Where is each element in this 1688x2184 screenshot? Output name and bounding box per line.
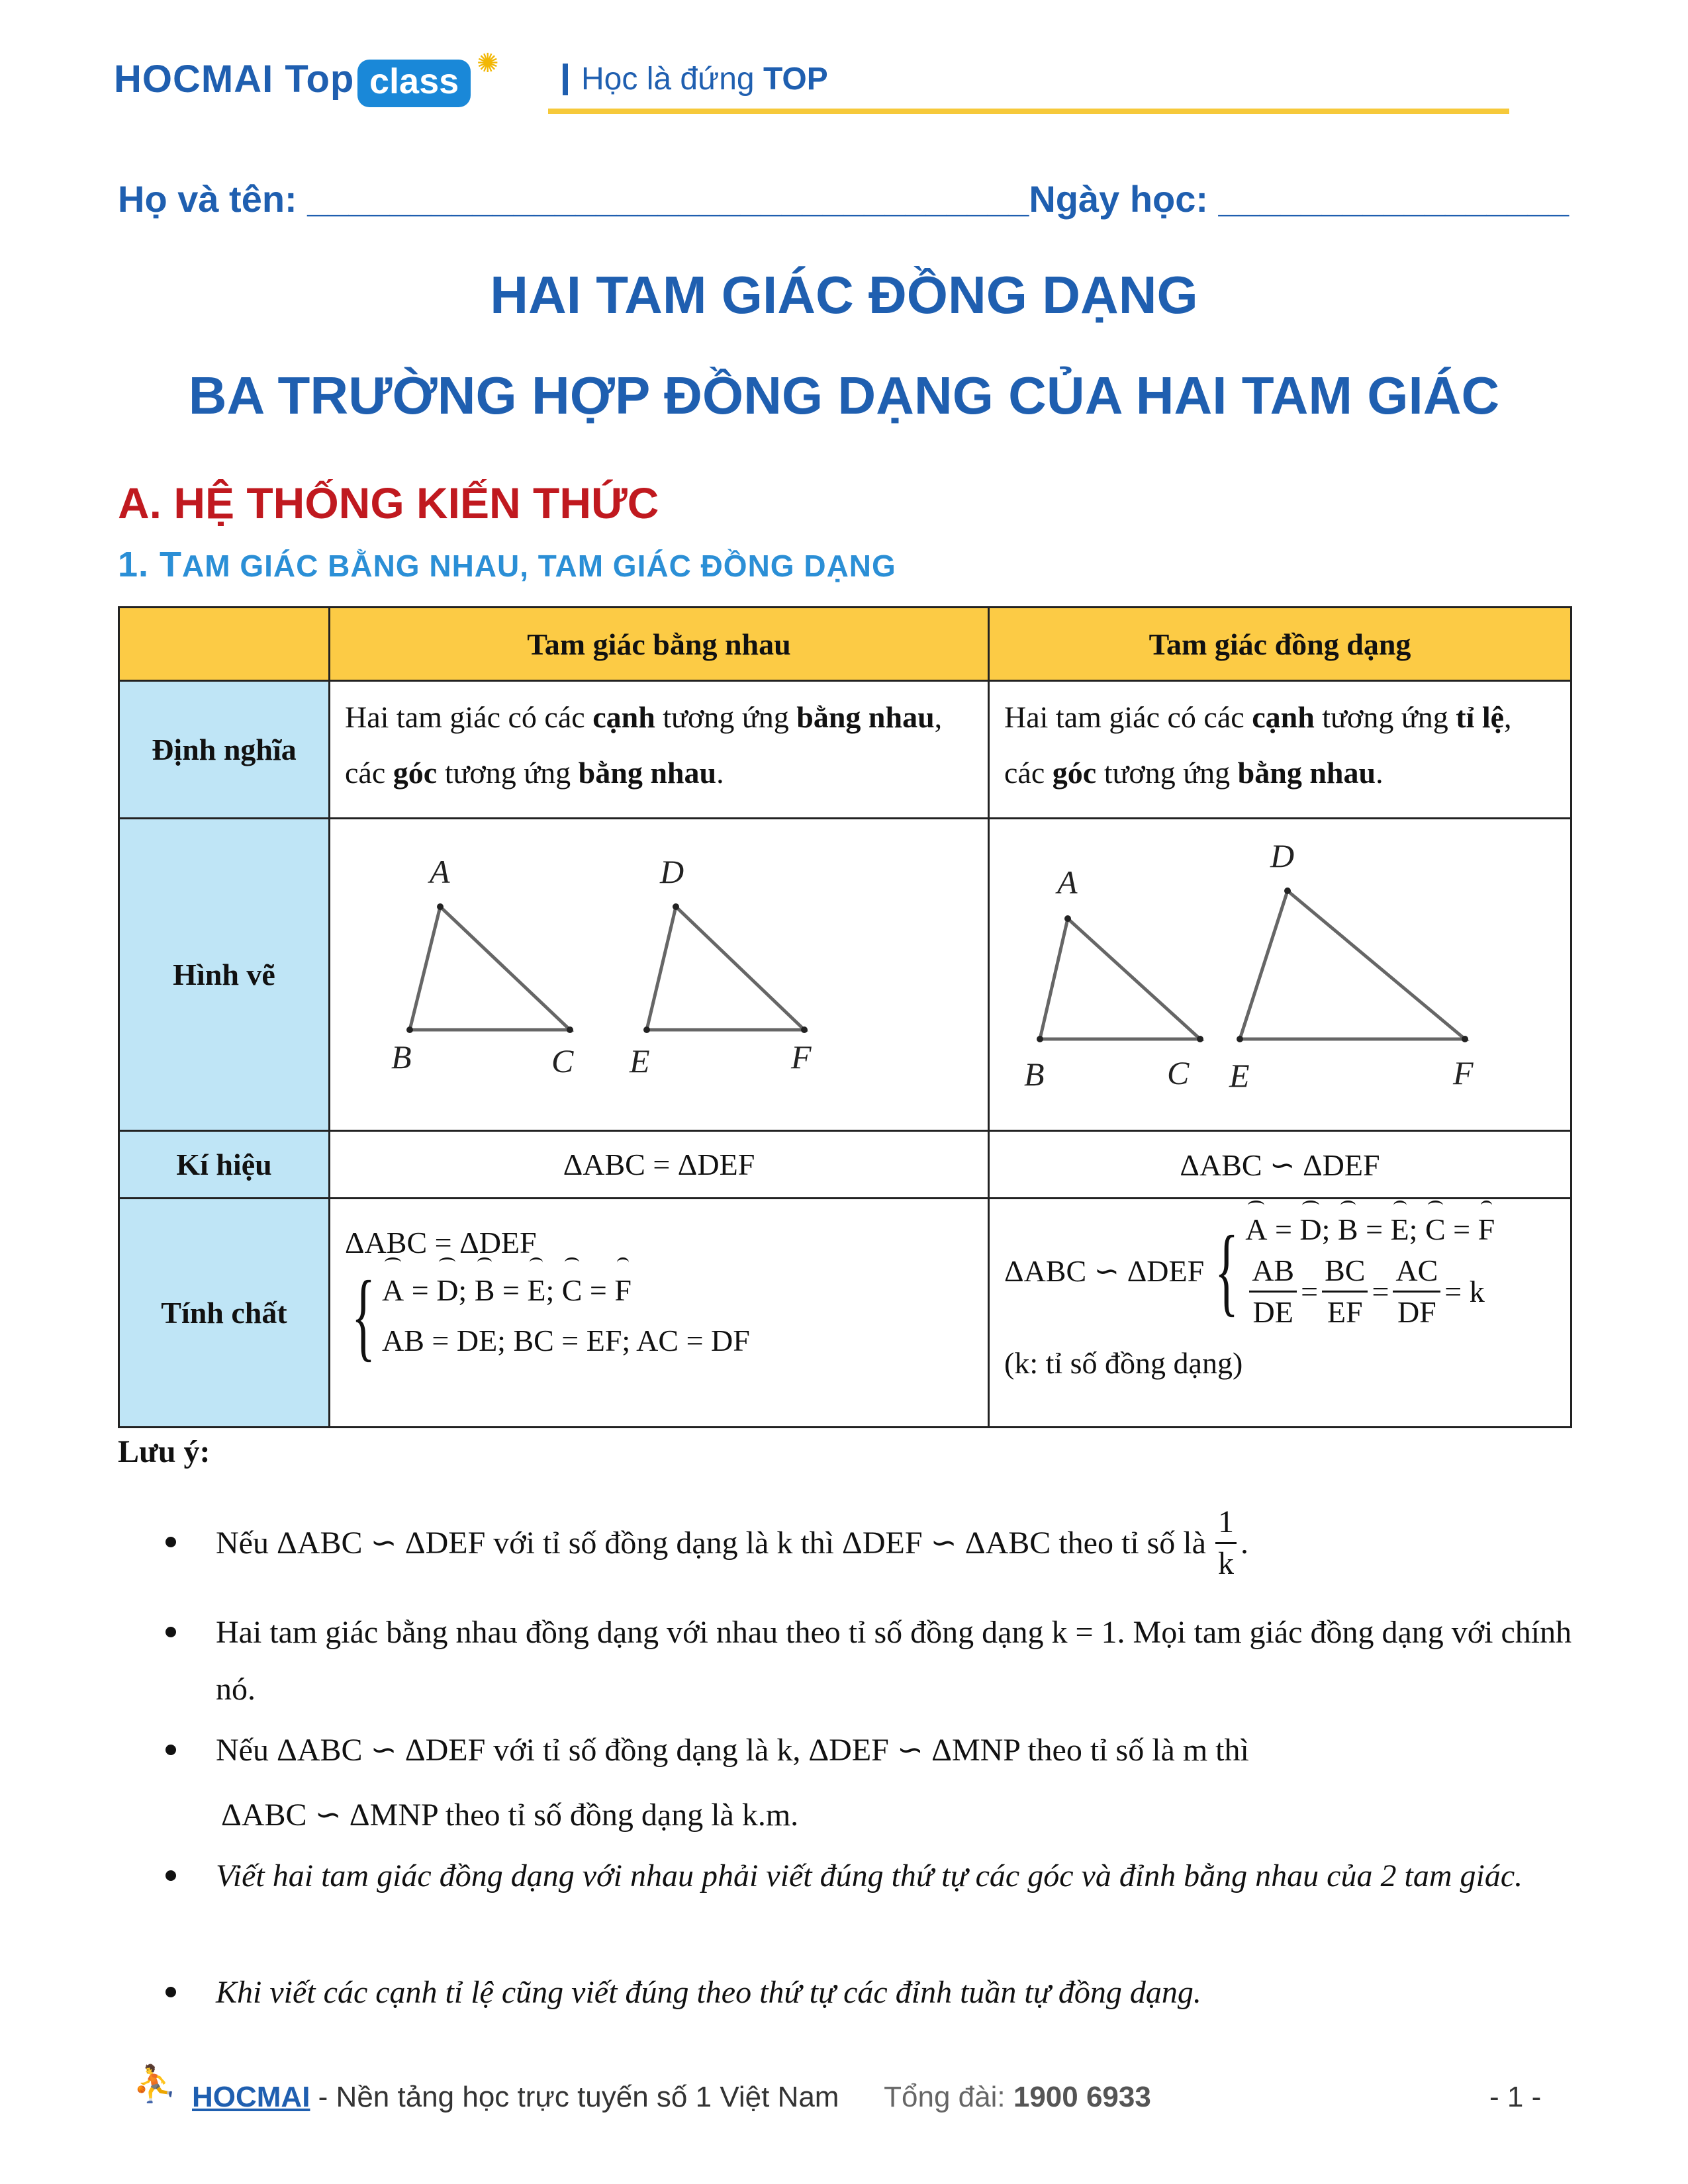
label-d: D (1270, 837, 1295, 874)
figure-similar (989, 819, 1571, 1131)
ratio-ab-de: $\frac{AB}{DE}$ (1249, 1251, 1297, 1332)
row-label-figure: Hình vẽ (119, 819, 330, 1131)
page-number: - 1 - (1489, 2081, 1542, 2113)
triangle-abc (410, 907, 570, 1030)
col-header-similar: Tam giác đồng dạng (989, 608, 1571, 681)
subsection-text: AM GIÁC BẰNG NHAU, TAM GIÁC ĐỒNG DẠNG (182, 549, 896, 583)
brace-icon: { (1215, 1215, 1239, 1326)
label-c: C (551, 1042, 574, 1079)
ratio-note: (k: tỉ số đồng dạng) (1004, 1346, 1243, 1380)
hocmai-logo-icon: ⛹ (132, 2064, 177, 2104)
triangle-def-large (1240, 891, 1465, 1039)
section-heading: A. HỆ THỐNG KIẾN THỨC (118, 478, 659, 527)
note-3-line1: Nếu ΔABC ∽ ΔDEF với tỉ số đồng dạng là k, ΔDEF ∽ ΔMNP theo tỉ số là m thì (216, 1733, 1249, 1768)
list-item: Khi viết các cạnh tỉ lệ cũng viết đúng theo thứ tự các đỉnh tuần tự đồng dạng. (216, 1975, 1201, 2010)
name-blank: ___________________________________ (307, 178, 1029, 220)
table-corner (119, 608, 330, 681)
hotline-label: Tổng đài: (884, 2081, 1006, 2113)
bullet-icon (165, 1537, 176, 1547)
star-icon: ✺ (477, 48, 499, 78)
triangle-abc-small (1040, 919, 1200, 1039)
label-e: E (630, 1042, 650, 1079)
bullet-icon (165, 1745, 176, 1755)
label-b: B (1024, 1055, 1045, 1093)
logo-brand: HOCMAI (114, 58, 274, 101)
table-row (119, 681, 1571, 819)
label-c: C (1167, 1054, 1190, 1091)
page-title: HAI TAM GIÁC ĐỒNG DẠNG (490, 265, 1198, 324)
note-1-text: Nếu ΔABC ∽ ΔDEF với tỉ số đồng dạng là k thì ΔDEF ∽ ΔABC theo tỉ số là (216, 1525, 1206, 1561)
table-row (119, 819, 1571, 1131)
ratio-bc-ef: $\frac{BC}{EF}$ (1322, 1251, 1368, 1332)
logo (114, 57, 354, 101)
hotline-number: 1900 6933 (1013, 2081, 1151, 2113)
triangle-def (647, 907, 804, 1030)
comparison-table (118, 606, 1572, 1428)
property-similar-system (1004, 1208, 1556, 1332)
side-equalities: AB = DE; BC = EF; AC = DF (382, 1324, 750, 1357)
table-header-row (119, 608, 1571, 681)
figure-equal (330, 819, 989, 1131)
definition-similar: Hai tam giác có các cạnh tương ứng tỉ lệ, các góc tương ứng bằng nhau. (989, 681, 1571, 819)
subsection-heading (118, 544, 896, 585)
tagline-text: Học là đứng (581, 62, 755, 97)
symbol-similar: ΔABC ∽ ΔDEF (989, 1131, 1571, 1199)
similar-triangles-figure (990, 821, 1568, 1129)
ratio-k: k (1469, 1275, 1485, 1308)
footer-brand-link[interactable]: HOCMAI (192, 2081, 310, 2113)
equal-triangles-figure (330, 821, 986, 1129)
footer (192, 2081, 1151, 2114)
list-item: Viết hai tam giác đồng dạng với nhau phải viết đúng thứ tự các góc và đỉnh bằng nhau của 2 tam giác. (216, 1858, 1523, 1893)
col-header-equal: Tam giác bằng nhau (330, 608, 989, 681)
name-label: Họ và tên: (118, 178, 297, 220)
note-3-line2: ΔABC ∽ ΔMNP theo tỉ số đồng dạng là k.m. (221, 1797, 799, 1833)
header-rule (548, 109, 1509, 114)
note-1-fraction: $\frac{1}{k}$ (1215, 1502, 1237, 1584)
row-label-property: Tính chất (119, 1199, 330, 1428)
date-blank: _________________ (1218, 178, 1570, 220)
notes-label: Lưu ý: (118, 1434, 211, 1469)
angle-equalities: A = D; B = E; C = F (1245, 1208, 1495, 1251)
tagline-divider (563, 64, 568, 95)
property-equal (330, 1199, 989, 1428)
name-date-row (118, 177, 1569, 220)
label-d: D (660, 852, 684, 890)
property-equal-head: ΔABC = ΔDEF (345, 1226, 537, 1259)
label-e: E (1229, 1056, 1250, 1094)
brace-icon: { (352, 1261, 375, 1371)
list-item (216, 1722, 1579, 1844)
logo-class: class (357, 60, 471, 107)
tagline (581, 61, 828, 97)
date-label: Ngày học: (1029, 178, 1209, 220)
property-equal-system (345, 1261, 973, 1371)
logo-top: Top (285, 58, 355, 101)
label-f: F (791, 1038, 812, 1075)
subsection-number: 1. T (118, 545, 183, 584)
row-label-definition: Định nghĩa (119, 681, 330, 819)
property-similar-head: ΔABC ∽ ΔDEF (1004, 1253, 1205, 1288)
label-b: B (391, 1038, 412, 1075)
ratio-ac-df: $\frac{AC}{DF}$ (1393, 1251, 1440, 1332)
page-subtitle: BA TRƯỜNG HỢP ĐỒNG DẠNG CỦA HAI TAM GIÁC (188, 366, 1500, 425)
row-label-symbol: Kí hiệu (119, 1131, 330, 1199)
label-a: A (430, 852, 450, 890)
angle-equalities: A = D; B = E; C = F (382, 1265, 750, 1316)
table-row (119, 1131, 1571, 1199)
bullet-icon (165, 1627, 176, 1637)
definition-equal: Hai tam giác có các cạnh tương ứng bằng nhau, các góc tương ứng bằng nhau. (330, 681, 989, 819)
table-row (119, 1199, 1571, 1428)
list-item: Hai tam giác bằng nhau đồng dạng với nhau theo tỉ số đồng dạng k = 1. Mọi tam giác đồng dạng với chính nó. (216, 1615, 1572, 1707)
ratio-equalities: $\frac{AB}{DE}$ = $\frac{BC}{EF}$ = $\frac{AC}{DF}$ = k (1245, 1251, 1495, 1332)
tagline-bold: TOP (763, 62, 828, 97)
bullet-icon (165, 1987, 176, 1997)
symbol-equal: ΔABC = ΔDEF (330, 1131, 989, 1199)
footer-slogan: - Nền tảng học trực tuyến số 1 Việt Nam (310, 2081, 839, 2113)
property-similar (989, 1199, 1571, 1428)
list-item: Nếu ΔABC ∽ ΔDEF với tỉ số đồng dạng là k thì ΔDEF ∽ ΔABC theo tỉ số là $\frac{1}{k}$ . (216, 1502, 1579, 1584)
bullet-icon (165, 1870, 176, 1881)
label-f: F (1453, 1054, 1474, 1091)
label-a: A (1057, 863, 1078, 901)
